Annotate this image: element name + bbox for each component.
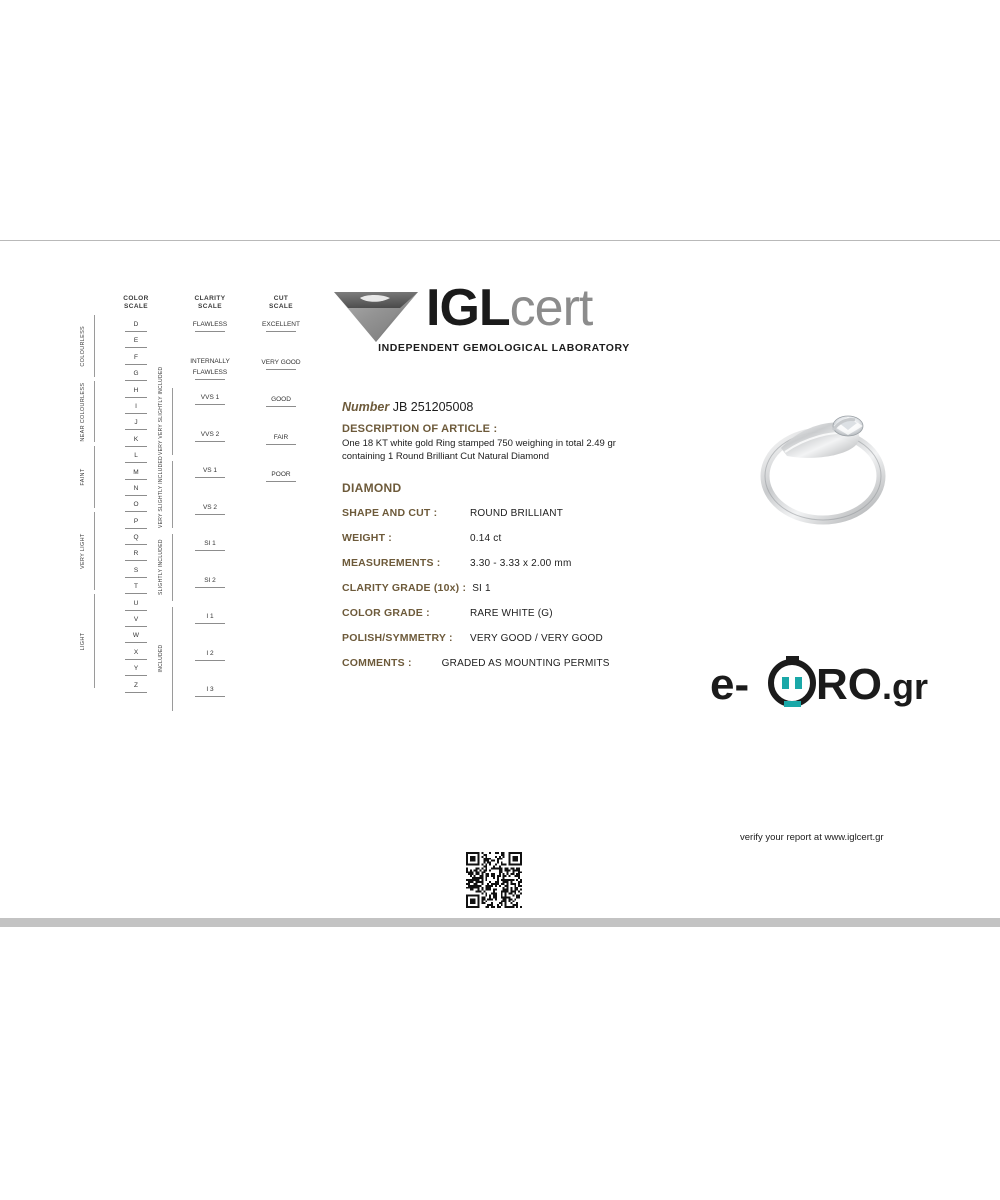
diamond-field-row [342,632,672,644]
clarity-scale-tick [175,575,245,612]
color-scale-tick-label: V [133,616,139,624]
color-scale-tick-label: S [133,566,139,574]
diamond-field-row [342,507,672,519]
logo-subtitle: INDEPENDENT GEMOLOGICAL LABORATORY [378,342,630,354]
grading-scales [50,295,320,715]
color-scale-tick-label: X [133,648,139,656]
clarity-scale-tick-rule [195,441,225,442]
clarity-scale-tick-label: I 2 [206,649,214,657]
color-scale-tick-label: N [133,484,139,492]
clarity-scale-tick [175,465,245,502]
clarity-scale-tick-rule [195,404,225,405]
diamond-field-label: SHAPE AND CUT : [342,507,438,519]
cut-scale-tick-rule [266,481,296,482]
description-text: One 18 KT white gold Ring stamped 750 weighing in total 2.49 gr containing 1 Round Brilliant Cut Natural Diamond [342,438,616,462]
cut-scale-tick-rule [266,369,296,370]
color-scale-tick-label: G [133,370,139,378]
color-scale-tick-rule [125,364,147,365]
clarity-scale-tick-rule [195,623,225,624]
igl-wordmark: IGLcert [426,279,593,337]
diamond-field-label: WEIGHT : [342,532,393,544]
report-number [342,400,672,414]
clarity-scale-title: CLARITY SCALE [194,295,226,310]
color-scale-tick-rule [125,626,147,627]
color-scale-tick-label: H [133,386,139,394]
cut-scale-tick-label: FAIR [273,433,289,441]
color-scale-tick-label: Z [134,681,138,689]
clarity-scale-tick-label: VVS 2 [200,430,220,438]
color-scale-tick-label: O [133,501,139,509]
diamond-field-label: COMMENTS : [342,657,412,669]
cut-scale-tick [250,432,312,470]
clarity-scale-tick [175,429,245,466]
color-scale-tick-rule [125,347,147,348]
clarity-scale [175,295,245,721]
cut-scale-tick-label: GOOD [271,396,291,403]
clarity-scale-tick [175,356,245,393]
diamond-field-row [342,557,672,569]
clarity-scale-tick-label: VVS 1 [200,394,220,401]
clarity-group-rule [172,607,173,711]
cut-scale-ticks [250,319,312,507]
clarity-group-label: SLIGHTLY INCLUDED [158,539,164,596]
verify-text: verify your report at www.iglcert.gr [740,832,884,843]
color-group-rule [94,381,95,443]
diamond-field-value: SI 1 [472,583,491,594]
diamond-field-value: ROUND BRILLIANT [470,508,564,519]
bottom-divider [0,918,1000,927]
diamond-field-value: 0.14 ct [470,533,502,544]
clarity-scale-tick [175,319,245,356]
igl-logo [330,280,690,360]
svg-text:RO: RO [816,660,882,709]
diamond-field-label: CLARITY GRADE (10x) : [342,582,467,594]
clarity-scale-tick-label: VS 2 [202,503,218,511]
clarity-scale-tick [175,502,245,539]
color-scale-tick-rule [125,692,147,693]
color-scale-tick-rule [125,528,147,529]
clarity-group-label: VERY VERY SLIGHTLY INCLUDED [158,366,164,455]
diamond-field-list [342,507,672,669]
color-group-label: LIGHT [80,632,86,650]
clarity-scale-tick-rule [195,379,225,380]
color-group-label: NEAR COLOURLESS [80,381,86,441]
diamond-field-value: 3.30 - 3.33 x 2.00 mm [470,558,572,569]
clarity-scale-tick-rule [195,331,225,332]
cut-scale-tick-rule [266,406,296,407]
color-group-label: COLOURLESS [80,325,86,367]
color-scale-tick-label: P [133,517,139,525]
clarity-scale-tick-label: I 1 [206,613,214,620]
diamond-logo-mark [330,282,422,344]
cut-scale-tick [250,357,312,395]
color-scale-tick-rule [125,495,147,496]
diamond-field-label: MEASUREMENTS : [342,557,441,569]
svg-text:e-: e- [710,660,750,709]
clarity-group-rule [172,534,173,601]
clarity-scale-tick-label: SI 2 [204,576,216,584]
clarity-scale-tick [175,392,245,429]
diamond-field-label: POLISH/SYMMETRY : [342,632,453,644]
diamond-field-value: RARE WHITE (G) [470,608,553,619]
clarity-group-rule [172,388,173,455]
color-scale-tick-label: R [133,550,139,558]
clarity-scale-tick [175,684,245,721]
color-scale-tick-label: M [133,468,139,476]
color-scale-tick-rule [125,479,147,480]
clarity-scale-tick-label: FLAWLESS [192,321,228,328]
color-scale-tick-rule [125,610,147,611]
color-scale-title: COLOR SCALE [123,295,149,310]
color-scale-tick-rule [125,593,147,594]
cut-scale [250,295,312,507]
diamond-field-row [342,657,672,669]
color-group-rule [94,446,95,508]
report-number-value: JB 251205008 [392,400,474,414]
color-scale-tick-rule [125,659,147,660]
cut-scale-tick-label: POOR [271,471,291,478]
color-scale-tick-label: W [132,632,140,640]
clarity-scale-tick-rule [195,550,225,551]
color-scale-tick-label: D [133,321,139,328]
color-scale-tick [105,335,167,351]
color-scale-tick-label: U [133,599,139,607]
clarity-scale-tick [175,538,245,575]
clarity-scale-tick-rule [195,696,225,697]
diamond-field-value: GRADED AS MOUNTING PERMITS [441,658,610,669]
clarity-scale-tick-label: SI 1 [204,540,216,547]
color-group-rule [94,594,95,688]
diamond-section-title: DIAMOND [342,481,402,495]
clarity-group-label: VERY SLIGHTLY INCLUDED [158,455,164,528]
color-scale-tick-rule [125,577,147,578]
color-scale-tick-rule [125,642,147,643]
color-scale-tick-label: T [134,583,138,591]
clarity-scale-tick-label: VS 1 [202,467,218,474]
clarity-scale-tick [175,648,245,685]
color-group-label: VERY LIGHT [80,533,86,569]
color-scale-tick-rule [125,429,147,430]
clarity-scale-tick-rule [195,514,225,515]
eoro-logo [710,655,930,713]
color-group-label: FAINT [80,468,86,486]
ring-photo [735,390,910,540]
color-scale-tick-rule [125,397,147,398]
clarity-scale-tick-label: INTERNALLY FLAWLESS [190,357,230,376]
color-scale-tick-label: Y [133,665,139,673]
cut-scale-title: CUT SCALE [268,295,294,310]
diamond-field-label: COLOR GRADE : [342,607,430,619]
cut-scale-tick-rule [266,444,296,445]
color-scale-tick-label: L [134,452,138,460]
cut-scale-tick [250,319,312,357]
qr-code [466,852,522,908]
clarity-scale-tick [175,611,245,648]
color-scale-tick-rule [125,675,147,676]
color-scale-tick-rule [125,544,147,545]
color-scale-tick-label: K [133,435,139,443]
description-label: DESCRIPTION OF ARTICLE : [342,423,498,435]
clarity-scale-tick-label: I 3 [206,686,214,693]
color-scale-tick-label: I [135,402,137,410]
cut-scale-tick-label: VERY GOOD [261,358,301,366]
color-scale-tick-rule [125,413,147,414]
eoro-wordmark [710,655,930,713]
cut-scale-tick-label: EXCELLENT [262,321,300,328]
color-scale-tick [105,319,167,335]
color-group-rule [94,315,95,377]
diamond-field-row [342,607,672,619]
color-scale-tick-rule [125,380,147,381]
clarity-scale-tick-rule [195,660,225,661]
diamond-field-value: VERY GOOD / VERY GOOD [470,633,603,644]
diamond-field-row [342,532,672,544]
color-scale-tick-label: F [134,353,138,361]
clarity-scale-tick-rule [195,477,225,478]
cut-scale-tick [250,394,312,432]
top-divider [0,240,1000,241]
svg-text:.gr: .gr [882,666,929,707]
color-scale-tick-rule [125,446,147,447]
color-scale-tick-rule [125,331,147,332]
diamond-field-row [342,582,672,594]
cut-scale-tick [250,469,312,507]
clarity-scale-tick-rule [195,587,225,588]
report-number-label: Number [342,400,390,414]
clarity-group-rule [172,461,173,528]
report-details [342,400,672,682]
color-scale-tick-rule [125,462,147,463]
color-scale-tick-label: E [133,337,139,345]
color-group-rule [94,512,95,590]
color-scale-tick-label: J [134,419,138,427]
cut-scale-tick-rule [266,331,296,332]
color-scale-tick-rule [125,560,147,561]
clarity-group-label: INCLUDED [158,644,164,673]
color-scale-tick-rule [125,511,147,512]
clarity-scale-ticks [175,319,245,721]
color-scale-tick [105,352,167,368]
color-scale-tick-label: Q [133,534,139,542]
